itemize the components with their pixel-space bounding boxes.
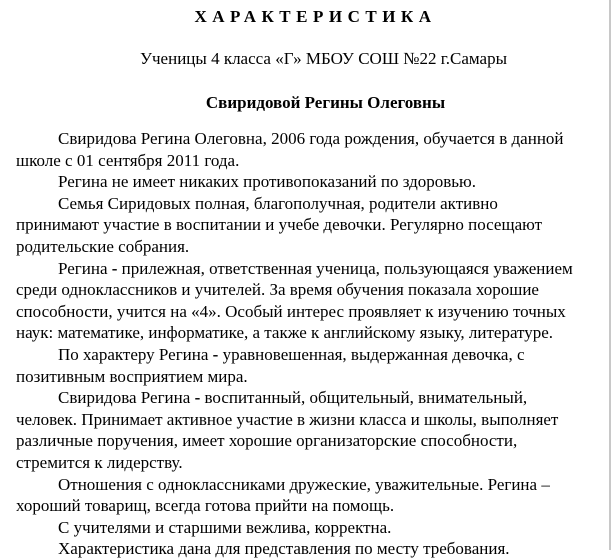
paragraph-line: Регина не имеет никаких противопоказаний по здоровью. (58, 172, 477, 192)
paragraph-studies (16, 258, 611, 344)
paragraph-line: принимают участие в воспитании и учебе девочки. Регулярно посещают (16, 215, 543, 235)
document-title: ХАРАКТЕРИСТИКА (194, 7, 437, 26)
paragraph-birth-info (16, 128, 611, 171)
bold-dash: - (190, 388, 205, 408)
paragraph-line: Семья Сиридовых полная, благополучная, родители активно (58, 193, 498, 213)
paragraph-line (16, 387, 611, 409)
bold-dash: - (107, 258, 122, 278)
paragraph-line (16, 258, 611, 280)
paragraph-relations (16, 474, 611, 517)
paragraph-lead: По характеру Регина (58, 344, 209, 364)
paragraph-lead: Свиридова Регина (58, 388, 191, 408)
paragraph-line-text: уравновешенная, выдержанная девочка, с (222, 344, 525, 364)
paragraph-family (16, 193, 611, 258)
paragraph-line: различные поручения, имеет хорошие организаторские способности, (16, 431, 518, 451)
document-body (16, 128, 611, 560)
paragraph-line: С учителями и старшими вежлива, корректна. (58, 517, 392, 537)
paragraph-line: человек. Принимает активное участие в жизни класса и школы, выполняет (16, 409, 559, 429)
paragraph-health (16, 171, 611, 193)
document-subtitle: Ученицы 4 класса «Г» МБОУ СОШ №22 г.Самары (139, 49, 508, 68)
paragraph-line: способности, учится на «4». Особый интерес проявляет к изучению точных (16, 301, 566, 321)
paragraph-line: стремится к лидерству. (16, 452, 183, 472)
paragraph-line: Отношения с одноклассниками дружеские, уважительные. Регина – (58, 474, 550, 494)
paragraph-line: среди одноклассников и учителей. За время обучения показала хорошие (16, 280, 539, 300)
paragraph-line: позитивным восприятием мира. (16, 366, 248, 386)
paragraph-character (16, 344, 611, 387)
paragraph-teachers (16, 517, 611, 539)
paragraph-lead: Регина (58, 258, 108, 278)
paragraph-behavior (16, 387, 611, 473)
paragraph-line: школе с 01 сентября 2011 года. (16, 150, 240, 170)
bold-dash: - (208, 344, 223, 364)
paragraph-purpose (16, 538, 611, 560)
paragraph-line: родительские собрания. (16, 236, 190, 256)
paragraph-line: наук: математике, информатике, а также к английскому языку, литературе. (16, 323, 554, 343)
student-name: Свиридовой Регины Олеговны (205, 93, 446, 112)
paragraph-line: хороший товарищ, всегда готова прийти на помощь. (16, 496, 395, 516)
paragraph-line-text: прилежная, ответственная ученица, пользующаяся уважением (121, 258, 573, 278)
paragraph-line: Характеристика дана для представления по месту требования. (58, 539, 510, 559)
paragraph-line: Свиридова Регина Олеговна, 2006 года рождения, обучается в данной (58, 129, 564, 148)
paragraph-line (16, 344, 611, 366)
paragraph-line-text: воспитанный, общительный, внимательный, (204, 388, 528, 408)
